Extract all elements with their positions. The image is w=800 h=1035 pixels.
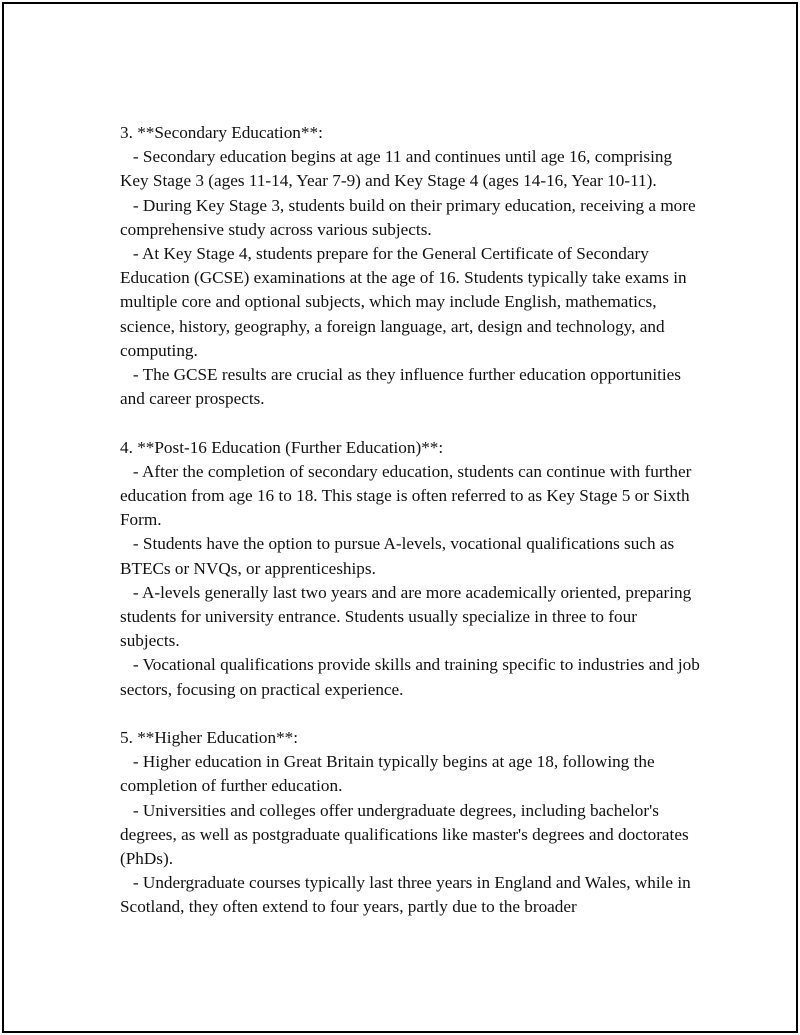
- section-heading: 3. **Secondary Education**:: [120, 123, 323, 142]
- paragraph: - Undergraduate courses typically last three years in England and Wales, while in Scotland, they often extend to four years, partly due to the broader: [120, 873, 696, 917]
- section-higher-education: [120, 726, 700, 920]
- section-secondary-education: [120, 121, 700, 411]
- section-heading: 5. **Higher Education**:: [120, 728, 299, 748]
- document-body: [120, 121, 705, 944]
- paragraph: - Higher education in Great Britain typically begins at age 18, following the completion of further education.: [120, 752, 659, 796]
- paragraph: - Secondary education begins at age 11 and continues until age 16, comprising Key Stage 3 (ages 11-14, Year 7-9) and Key Stage 4 (ages 14-16, Year 10-11).: [120, 147, 677, 191]
- paragraph: - The GCSE results are crucial as they influence further education opportunities and career prospects.: [120, 365, 686, 409]
- paragraph: - Vocational qualifications provide skills and training specific to industries and job sectors, focusing on practical experience.: [120, 655, 705, 699]
- paragraph: - Universities and colleges offer undergraduate degrees, including bachelor's degrees, as well as postgraduate qualifications like master's degrees and doctorates (PhDs).: [120, 800, 693, 869]
- paragraph: - During Key Stage 3, students build on their primary education, receiving a more comprehensive study across various subjects.: [120, 195, 700, 239]
- section-heading: 4. **Post-16 Education (Further Education)**:: [120, 437, 444, 457]
- document-page: [2, 2, 798, 1033]
- paragraph: - Students have the option to pursue A-levels, vocational qualifications such as BTECs or NVQs, or apprenticeships.: [120, 534, 679, 578]
- paragraph: - At Key Stage 4, students prepare for the General Certificate of Secondary Education (GCSE) examinations at the age of 16. Students typically take exams in multiple core and optional subjects, which may include English, mathematics, science, history, geography, a foreign language, art, design and technology, and computing.: [120, 244, 691, 360]
- paragraph: - After the completion of secondary education, students can continue with further education from age 16 to 18. This stage is often referred to as Key Stage 5 or Sixth Form.: [120, 461, 696, 530]
- section-post-16-education: [120, 436, 705, 702]
- paragraph: - A-levels generally last two years and are more academically oriented, preparing students for university entrance. Students usually specialize in three to four subjects.: [120, 582, 696, 651]
